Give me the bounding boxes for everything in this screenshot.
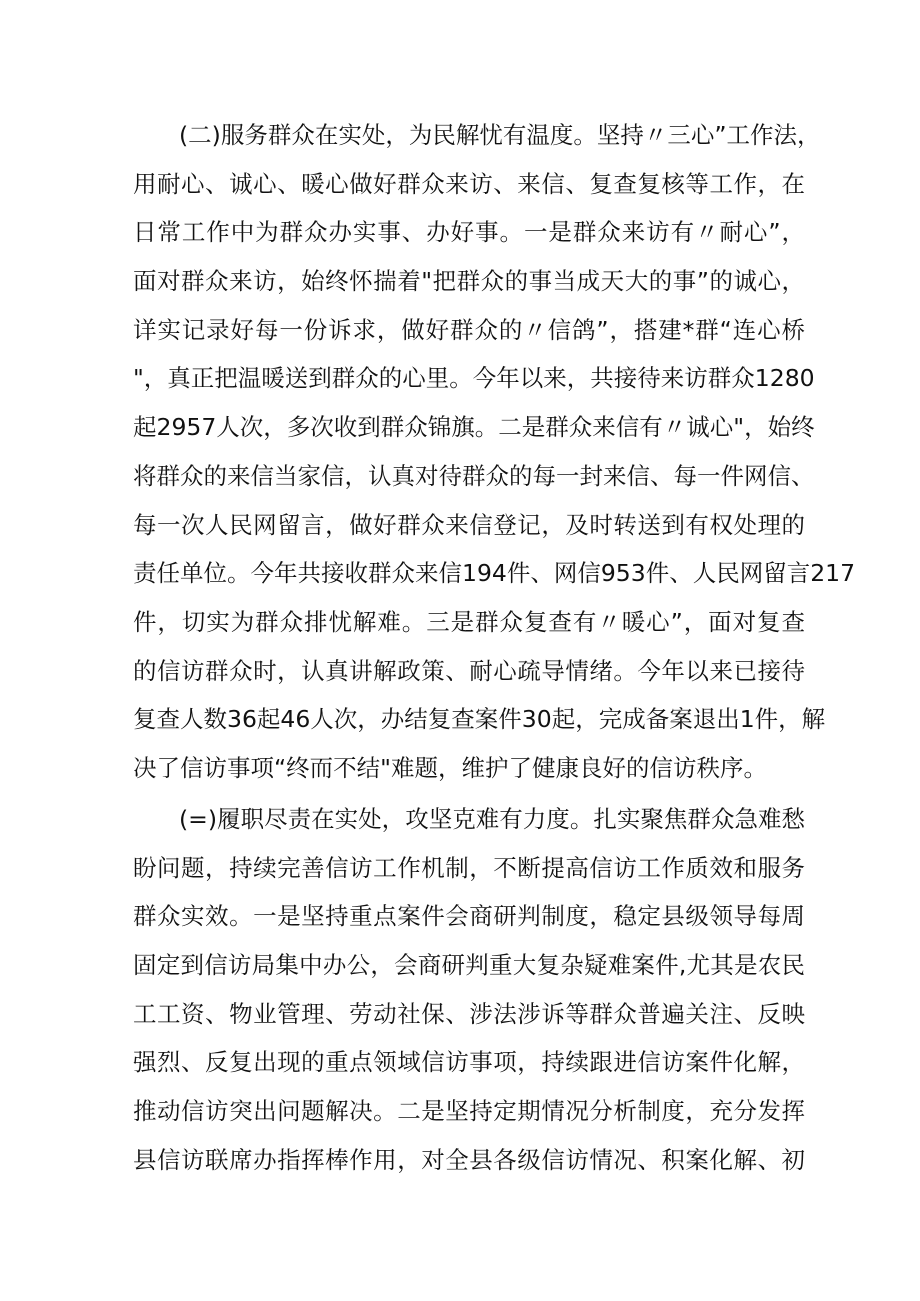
text-line: 盼问题，持续完善信访工作机制，不断提高信访工作质效和服务: [133, 853, 805, 882]
text-line: 县信访联席办指挥棒作用，对全县各级信访情况、积案化解、初: [133, 1145, 805, 1174]
text-line: 固定到信访局集中办公，会商研判重大复杂疑难案件,尤其是农民: [133, 951, 805, 980]
text-line: (二)服务群众在实处，为民解忧有温度。坚持〃三心”工作法，: [179, 121, 821, 149]
text-line: 用耐心、诚心、暖心做好群众来访、来信、复查复核等工作，在: [133, 169, 805, 198]
text-line: 每一次人民网留言，做好群众来信登记，及时转送到有权处理的: [133, 510, 805, 539]
text-line: (=)履职尽责在实处，攻坚克难有力度。扎实聚焦群众急难愁: [179, 805, 805, 833]
text-line: 将群众的来信当家信，认真对待群众的每一封来信、每一件网信、: [133, 461, 815, 490]
text-line: 起2957人次，多次收到群众锦旗。二是群众来信有〃诚心"，始终: [133, 413, 815, 442]
text-line: 责任单位。今年共接收群众来信194件、网信953件、人民网留言217: [133, 559, 856, 588]
text-line: 复查人数36起46人次，办结复查案件30起，完成备案退出1件，解: [133, 705, 826, 734]
text-line: 的信访群众时，认真讲解政策、耐心疏导情绪。今年以来已接待: [133, 656, 805, 685]
paragraph-serve-masses: [133, 111, 856, 793]
paragraph-fulfill-duties: [133, 795, 805, 1185]
text-line: 推动信访突出问题解决。二是坚持定期情况分析制度，充分发挥: [133, 1097, 805, 1126]
text-line: 日常工作中为群众办实事、办好事。一是群众来访有〃耐心”，: [133, 218, 805, 247]
text-line: 群众实效。一是坚持重点案件会商研判制度，稳定县级领导每周: [133, 902, 805, 931]
text-line: 件，切实为群众排忧解难。三是群众复查有〃暖心”，面对复查: [133, 607, 805, 636]
text-line: 决了信访事项“终而不结"难题，维护了健康良好的信访秩序。: [133, 753, 767, 782]
text-line: "，真正把温暖送到群众的心里。今年以来，共接待来访群众1280: [133, 364, 815, 393]
text-line: 详实记录好每一份诉求，做好群众的〃信鸽”，搭建*群“连心桥: [133, 315, 805, 344]
text-line: 工工资、物业管理、劳动社保、涉法涉诉等群众普遍关注、反映: [133, 999, 805, 1028]
text-line: 面对群众来访，始终怀揣着"把群众的事当成天大的事”的诚心，: [133, 267, 805, 296]
text-line: 强烈、反复出现的重点领域信访事项，持续跟进信访案件化解，: [133, 1048, 805, 1077]
